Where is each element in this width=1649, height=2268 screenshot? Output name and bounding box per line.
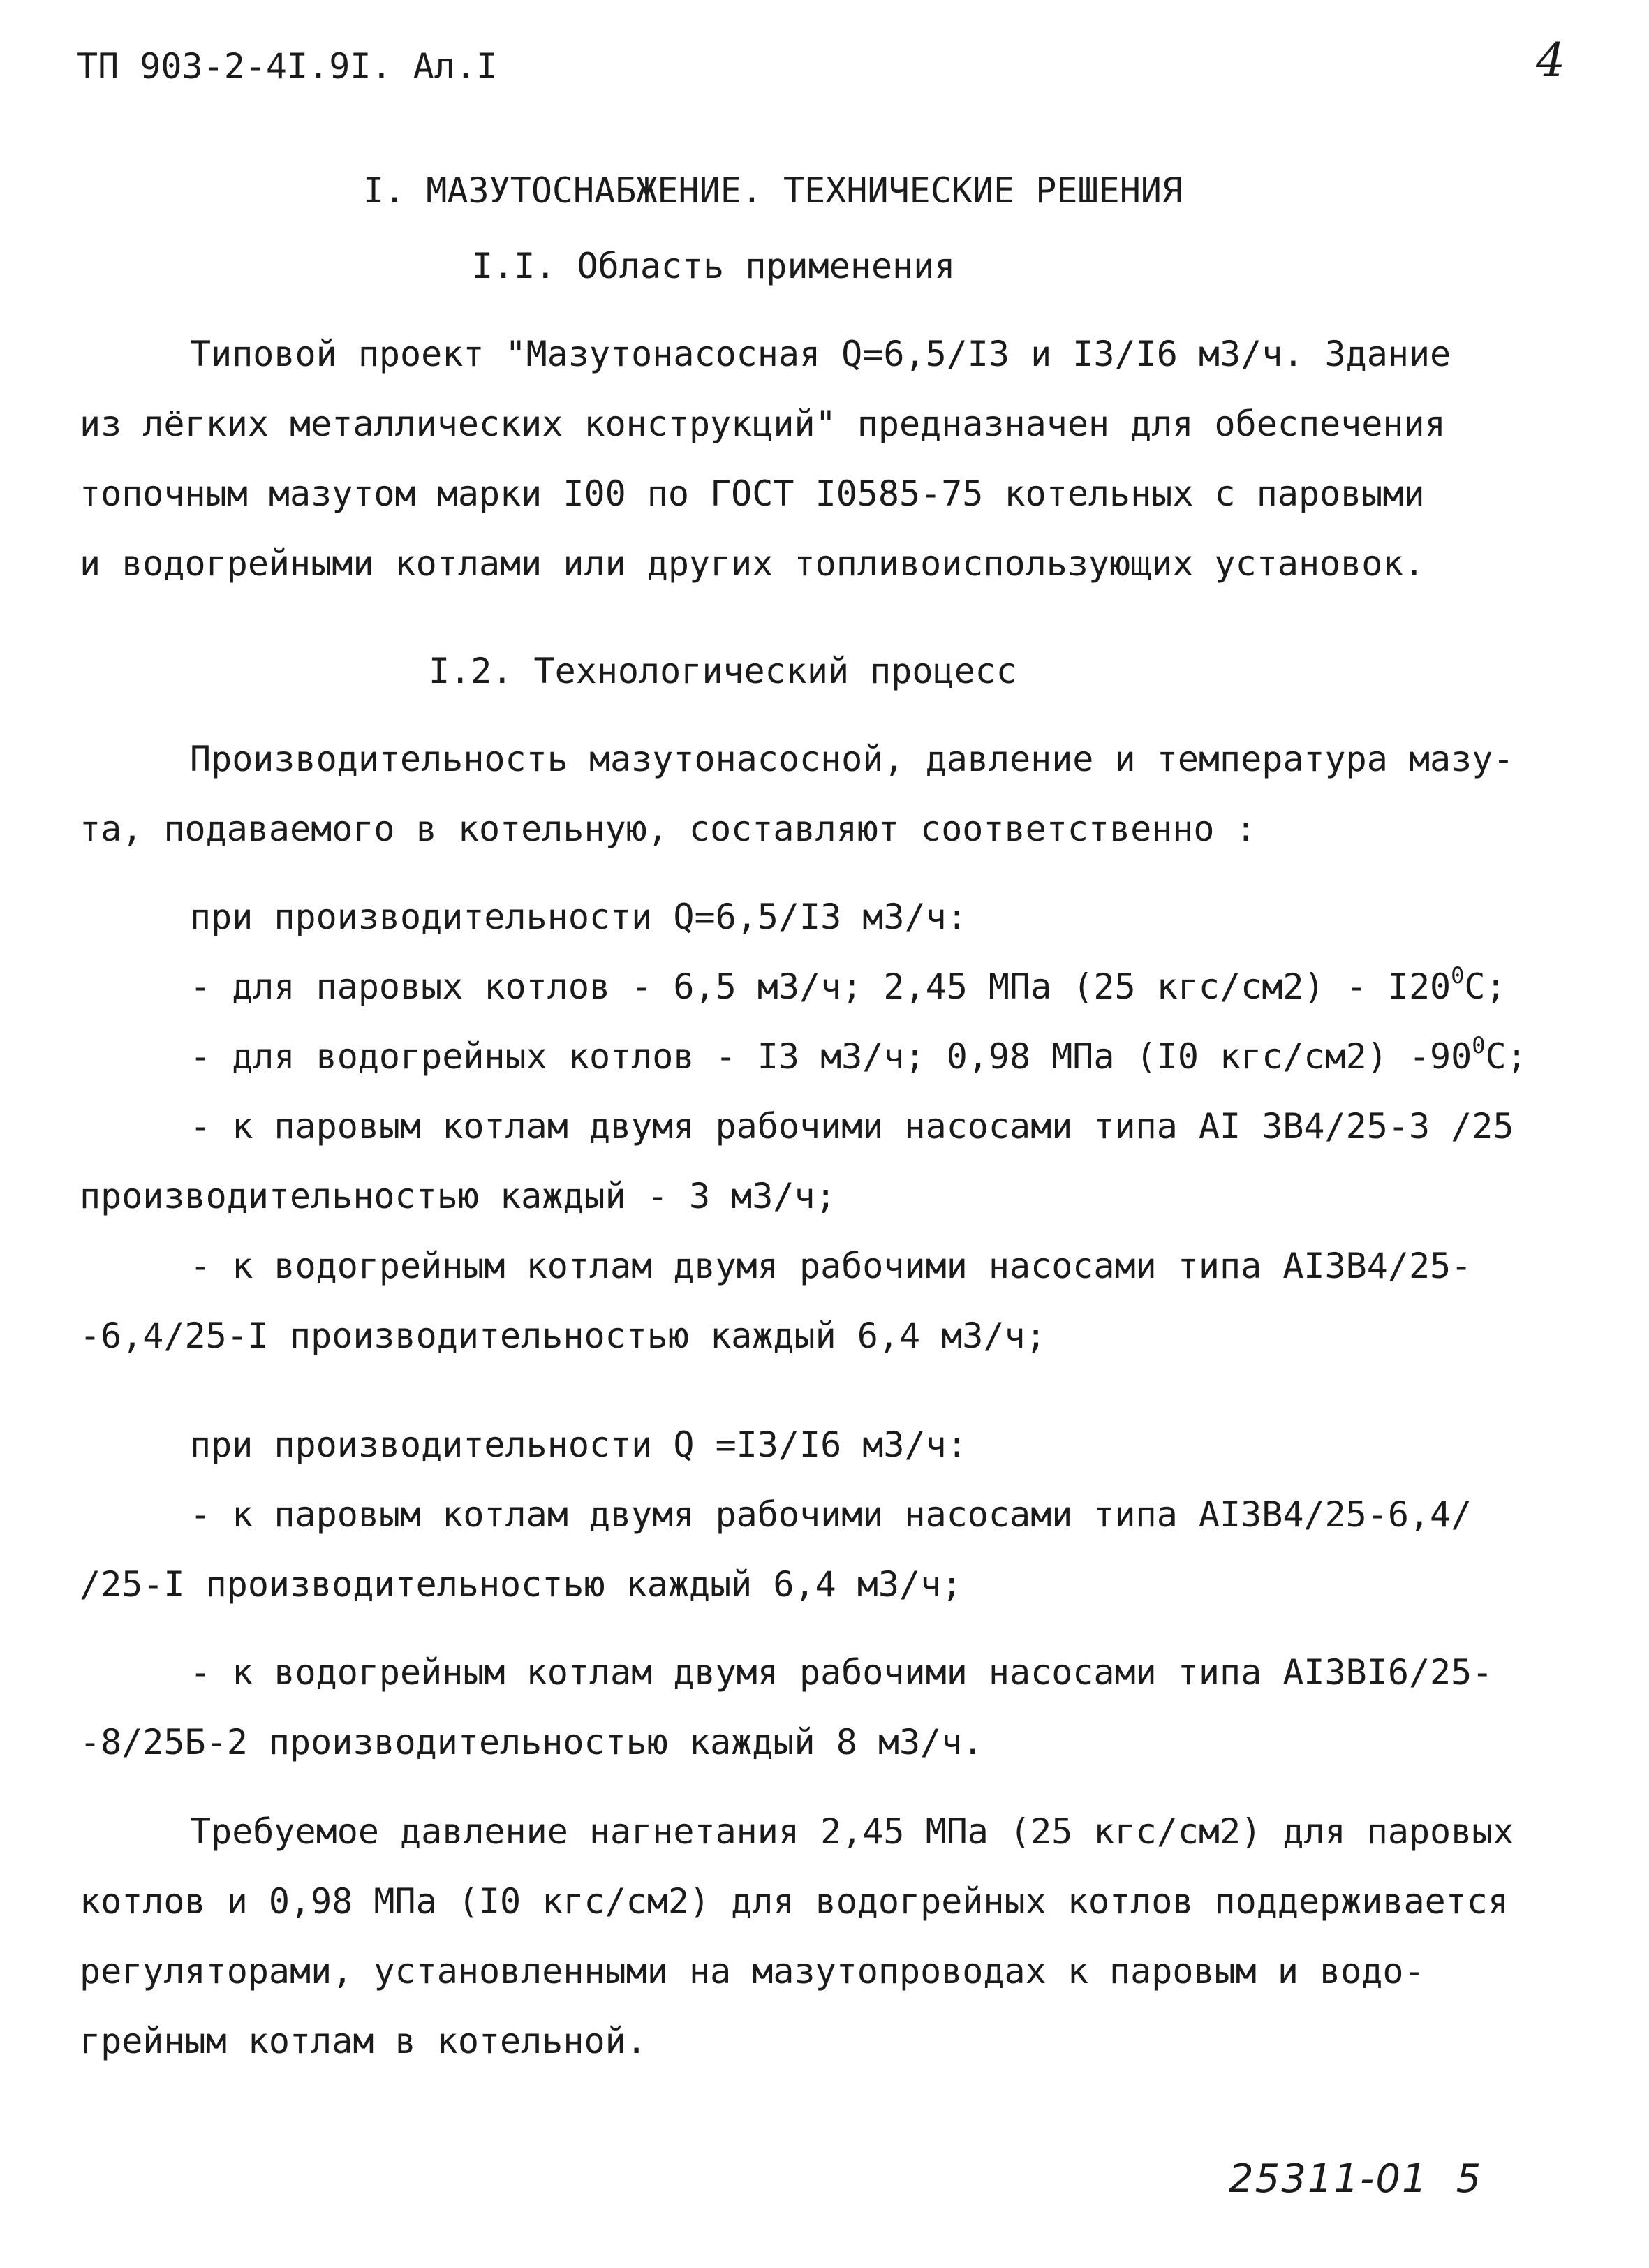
text-line: из лёгких металлических конструкций" предназначен для обеспечения	[80, 404, 1446, 444]
text-line: -6,4/25-I производительностью каждый 6,4 м3/ч;	[80, 1316, 1047, 1356]
text-line: котлов и 0,98 МПа (I0 кгс/см2) для водогрейных котлов поддерживается	[80, 1881, 1509, 1922]
text-line: Требуемое давление нагнетания 2,45 МПа (25 кгс/см2) для паровых	[190, 1811, 1514, 1852]
text-line: - для водогрейных котлов - I3 м3/ч; 0,98 МПа (I0 кгс/см2) $-90^0C$;	[190, 1032, 1528, 1077]
text-line: Типовой проект "Мазутонасосная Q=6,5/I3 и I3/I6 м3/ч. Здание	[190, 334, 1451, 374]
text-line: - к паровым котлам двумя рабочими насосами типа АI3В4/25-6,4/	[190, 1494, 1472, 1535]
subsection-title-process: I.2. Технологический процесс	[429, 651, 1017, 691]
text-line: - для паровых котлов - 6,5 м3/ч; 2,45 МПа (25 $кгс/см2) - I20^0C$;	[190, 962, 1507, 1007]
document-code: ТП 903-2-4I.9I. Ал.I	[77, 46, 498, 87]
text-line: грейным котлам в котельной.	[80, 2021, 647, 2061]
text-line: -8/25Б-2 производительностью каждый 8 м3/ч.	[80, 1722, 984, 1762]
text-line: топочным мазутом марки I00 по ГОСТ I0585-75 котельных с паровыми	[80, 473, 1425, 514]
case-title: при производительности Q =I3/I6 м3/ч:	[190, 1424, 968, 1465]
text-line: и водогрейными котлами или других топливоиспользующих установок.	[80, 543, 1425, 584]
sheet-number: 5	[1456, 2156, 1483, 2202]
text-line: регуляторами, установленными на мазутопроводах к паровым и водо-	[80, 1951, 1425, 1991]
text-line: Производительность мазутонасосной, давление и температура мазу-	[190, 739, 1514, 779]
subsection-title-scope: I.I. Область применения	[472, 246, 956, 286]
text-line: - к паровым котлам двумя рабочими насосами типа АI 3В4/25-3 /25	[190, 1106, 1514, 1147]
text-line: /25-I производительностью каждый 6,4 м3/ч;	[80, 1564, 963, 1605]
section-title: I. МАЗУТОСНАБЖЕНИЕ. ТЕХНИЧЕСКИЕ РЕШЕНИЯ	[363, 170, 1183, 211]
page-number: 4	[1536, 34, 1565, 87]
text-line: - к водогрейным котлам двумя рабочими насосами типа АI3В4/25-	[190, 1246, 1472, 1286]
case-title: при производительности Q=6,5/I3 м3/ч:	[190, 897, 968, 937]
archive-number: 25311-01	[1229, 2156, 1428, 2202]
text-line: та, подаваемого в котельную, составляют соответственно :	[80, 809, 1257, 849]
archive-stamp	[1229, 2156, 1482, 2202]
text-line: - к водогрейным котлам двумя рабочими насосами типа АI3ВI6/25-	[190, 1652, 1493, 1693]
text-line: производительностью каждый - 3 м3/ч;	[80, 1176, 836, 1216]
